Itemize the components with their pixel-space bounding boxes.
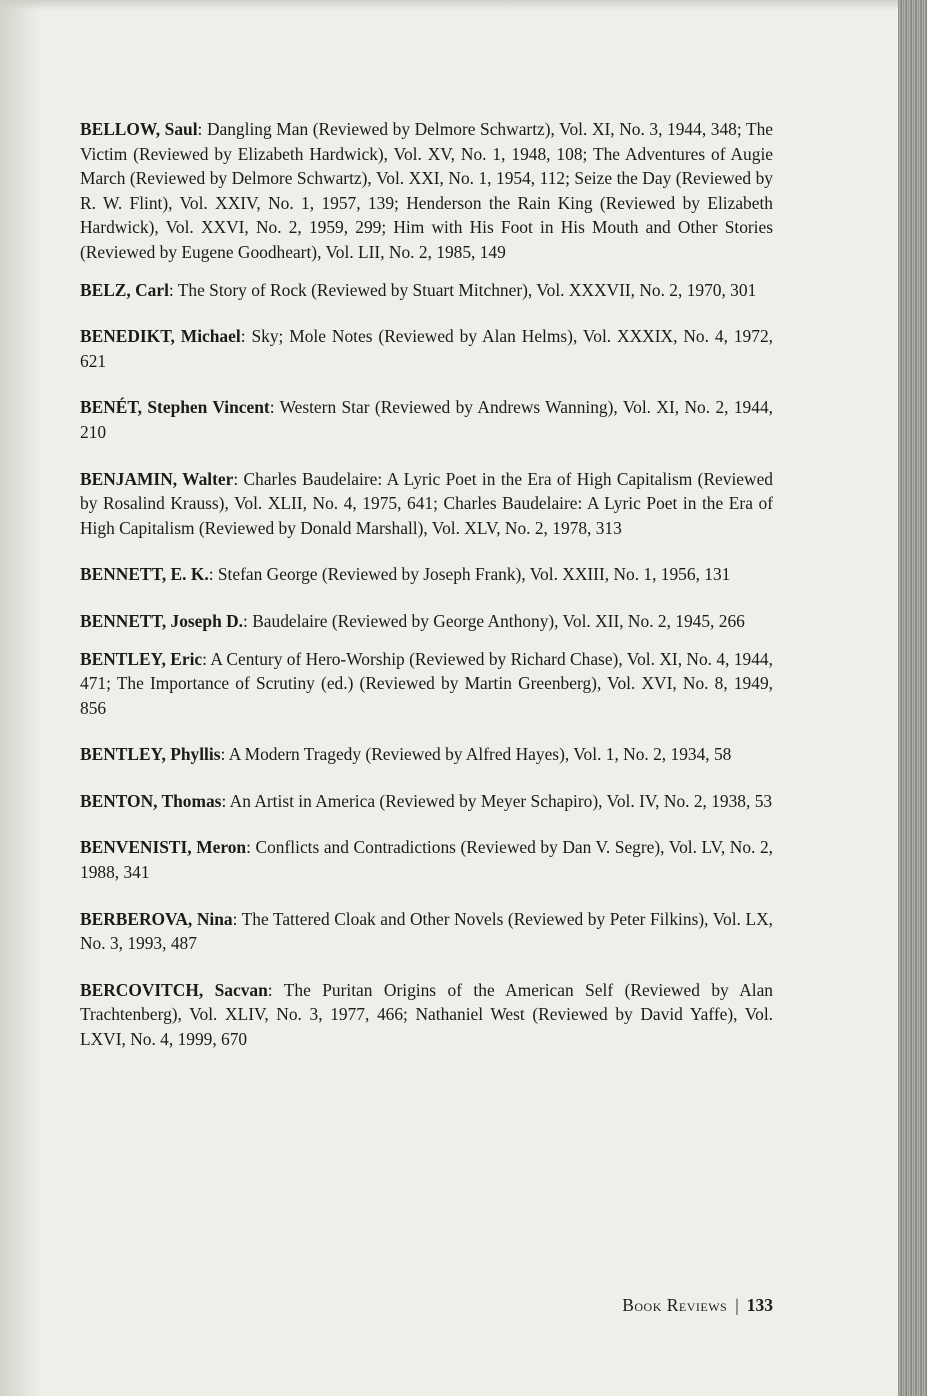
author-name: BENEDIKT, Michael: [80, 326, 241, 347]
index-entry: BENTLEY, Eric: A Century of Hero-Worship (Reviewed by Richard Chase), Vol. XI, No. 4, 1944, 471; The Importance of Scrutiny (ed.) (Reviewed by Martin Greenberg), Vol. XVI, No. 8, 1949, 856: [80, 648, 773, 718]
index-entry: BENNETT, Joseph D.: Baudelaire (Reviewed by George Anthony), Vol. XII, No. 2, 1945, 266: [80, 610, 745, 631]
index-entry: BENTLEY, Phyllis: A Modern Tragedy (Reviewed by Alfred Hayes), Vol. 1, No. 2, 1934, 58: [80, 744, 732, 765]
entry-text: Sky; Mole Notes (Reviewed by Alan Helms), Vol. XXXIX, No. 4, 1972, 621: [80, 326, 773, 371]
index-entry: BERCOVITCH, Sacvan: The Puritan Origins of the American Self (Reviewed by Alan Trachtenberg), Vol. XLIV, No. 3, 1977, 466; Nathaniel West (Reviewed by David Yaffe), Vol. LXVI, No. 4, 1999, 670: [80, 979, 774, 1050]
author-name: BENJAMIN, Walter: [80, 468, 234, 489]
author-name: BENNETT, Joseph D.: [80, 610, 243, 631]
section-title: Book Reviews: [622, 1295, 728, 1315]
index-entry: BENNETT, E. K.: Stefan George (Reviewed by Joseph Frank), Vol. XXIII, No. 1, 1956, 131: [80, 564, 731, 585]
entry-text: Baudelaire (Reviewed by George Anthony), Vol. XII, No. 2, 1945, 266: [252, 610, 745, 631]
entry-text: Western Star (Reviewed by Andrews Wanning), Vol. XI, No. 2, 1944, 210: [80, 397, 773, 442]
index-entry: BERBEROVA, Nina: The Tattered Cloak and Other Novels (Reviewed by Peter Filkins), Vol. LX, No. 3, 1993, 487: [80, 908, 773, 954]
running-footer: [500, 1293, 773, 1317]
index-entry: BELLOW, Saul: Dangling Man (Reviewed by Delmore Schwartz), Vol. XI, No. 3, 1944, 348; The Victim (Reviewed by Elizabeth Hardwick), Vol. XV, No. 1, 1948, 108; The Adventures of Augie March (Reviewed by Delmore Schwartz), Vol. XXI, No. 1, 1954, 112; Seize the Day (Reviewed by R. W. Flint), Vol. XXIV, No. 1, 1957, 139; Henderson the Rain King (Reviewed by Elizabeth Hardwick), Vol. XXVI, No. 2, 1959, 299; Him with His Foot in His Mouth and Other Stories (Reviewed by Eugene Goodheart), Vol. LII, No. 2, 1985, 149: [80, 119, 773, 262]
index-entry: BENJAMIN, Walter: Charles Baudelaire: A Lyric Poet in the Era of High Capitalism (Reviewed by Rosalind Krauss), Vol. XLII, No. 4, 1975, 641; Charles Baudelaire: A Lyric Poet in the Era of High Capitalism (Reviewed by Donald Marshall), Vol. XLV, No. 2, 1978, 313: [80, 468, 773, 538]
review-index-list: [80, 117, 773, 1052]
index-entry: BENTON, Thomas: An Artist in America (Reviewed by Meyer Schapiro), Vol. IV, No. 2, 1938, 53: [80, 790, 773, 811]
author-name: BERCOVITCH, Sacvan: [80, 979, 268, 1000]
entry-text: A Modern Tragedy (Reviewed by Alfred Hayes), Vol. 1, No. 2, 1934, 58: [228, 744, 732, 765]
entry-text: Stefan George (Reviewed by Joseph Frank), Vol. XXIII, No. 1, 1956, 131: [217, 564, 731, 585]
entry-text: The Story of Rock (Reviewed by Stuart Mitchner), Vol. XXXVII, No. 2, 1970, 301: [177, 279, 757, 300]
entry-text: An Artist in America (Reviewed by Meyer Schapiro), Vol. IV, No. 2, 1938, 53: [229, 790, 773, 811]
entry-text: Dangling Man (Reviewed by Delmore Schwartz), Vol. XI, No. 3, 1944, 348; The Victim (Reviewed by Elizabeth Hardwick), Vol. XV, No. 1, 1948, 108; The Adventures of Augie March (Reviewed by Delmore Schwartz), Vol. XXI, No. 1, 1954, 112; Seize the Day (Reviewed by R. W. Flint), Vol. XXIV, No. 1, 1957, 139; Henderson the Rain King (Reviewed by Elizabeth Hardwick), Vol. XXVI, No. 2, 1959, 299; Him with His Foot in His Mouth and Other Stories (Reviewed by Eugene Goodheart), Vol. LII, No. 2, 1985, 149: [80, 119, 773, 262]
top-shadow: [0, 0, 898, 10]
author-name: BENNETT, E. K.: [80, 564, 209, 585]
entry-text: The Puritan Origins of the American Self (Reviewed by Alan Trachtenberg), Vol. XLIV, No. 3, 1977, 466; Nathaniel West (Reviewed by David Yaffe), Vol. LXVI, No. 4, 1999, 670: [80, 979, 774, 1050]
page-stack-edge: [898, 0, 927, 1396]
binding-shadow: [0, 0, 40, 1396]
author-name: BERBEROVA, Nina: [80, 908, 233, 929]
footer-separator: |: [735, 1295, 739, 1315]
author-name: BELZ, Carl: [80, 279, 169, 300]
author-name: BENÉT, Stephen Vincent: [80, 397, 270, 418]
entry-text: Conflicts and Contradictions (Reviewed by Dan V. Segre), Vol. LV, No. 2, 1988, 341: [80, 837, 773, 883]
author-name: BENVENISTI, Meron: [80, 837, 247, 858]
author-name: BENTLEY, Eric: [80, 648, 203, 669]
author-name: BENTON, Thomas: [80, 790, 222, 811]
entry-text: Charles Baudelaire: A Lyric Poet in the Era of High Capitalism (Reviewed by Rosalind Krauss), Vol. XLII, No. 4, 1975, 641; Charles Baudelaire: A Lyric Poet in the Era of High Capitalism (Reviewed by Donald Marshall), Vol. XLV, No. 2, 1978, 313: [80, 468, 773, 538]
author-name: BELLOW, Saul: [80, 119, 198, 139]
author-name: BENTLEY, Phyllis: [80, 744, 221, 765]
index-entry: BENÉT, Stephen Vincent: Western Star (Reviewed by Andrews Wanning), Vol. XI, No. 2, 1944, 210: [80, 397, 773, 442]
page-number: 133: [746, 1295, 773, 1315]
index-entry: BENVENISTI, Meron: Conflicts and Contradictions (Reviewed by Dan V. Segre), Vol. LV, No. 2, 1988, 341: [80, 837, 773, 883]
entry-text: A Century of Hero-Worship (Reviewed by Richard Chase), Vol. XI, No. 4, 1944, 471; The Importance of Scrutiny (ed.) (Reviewed by Martin Greenberg), Vol. XVI, No. 8, 1949, 856: [80, 648, 773, 718]
index-entry: BELZ, Carl: The Story of Rock (Reviewed by Stuart Mitchner), Vol. XXXVII, No. 2, 1970, 301: [80, 279, 757, 300]
index-entry: BENEDIKT, Michael: Sky; Mole Notes (Reviewed by Alan Helms), Vol. XXXIX, No. 4, 1972, 621: [80, 326, 773, 371]
entry-text: The Tattered Cloak and Other Novels (Reviewed by Peter Filkins), Vol. LX, No. 3, 1993, 487: [80, 908, 773, 954]
